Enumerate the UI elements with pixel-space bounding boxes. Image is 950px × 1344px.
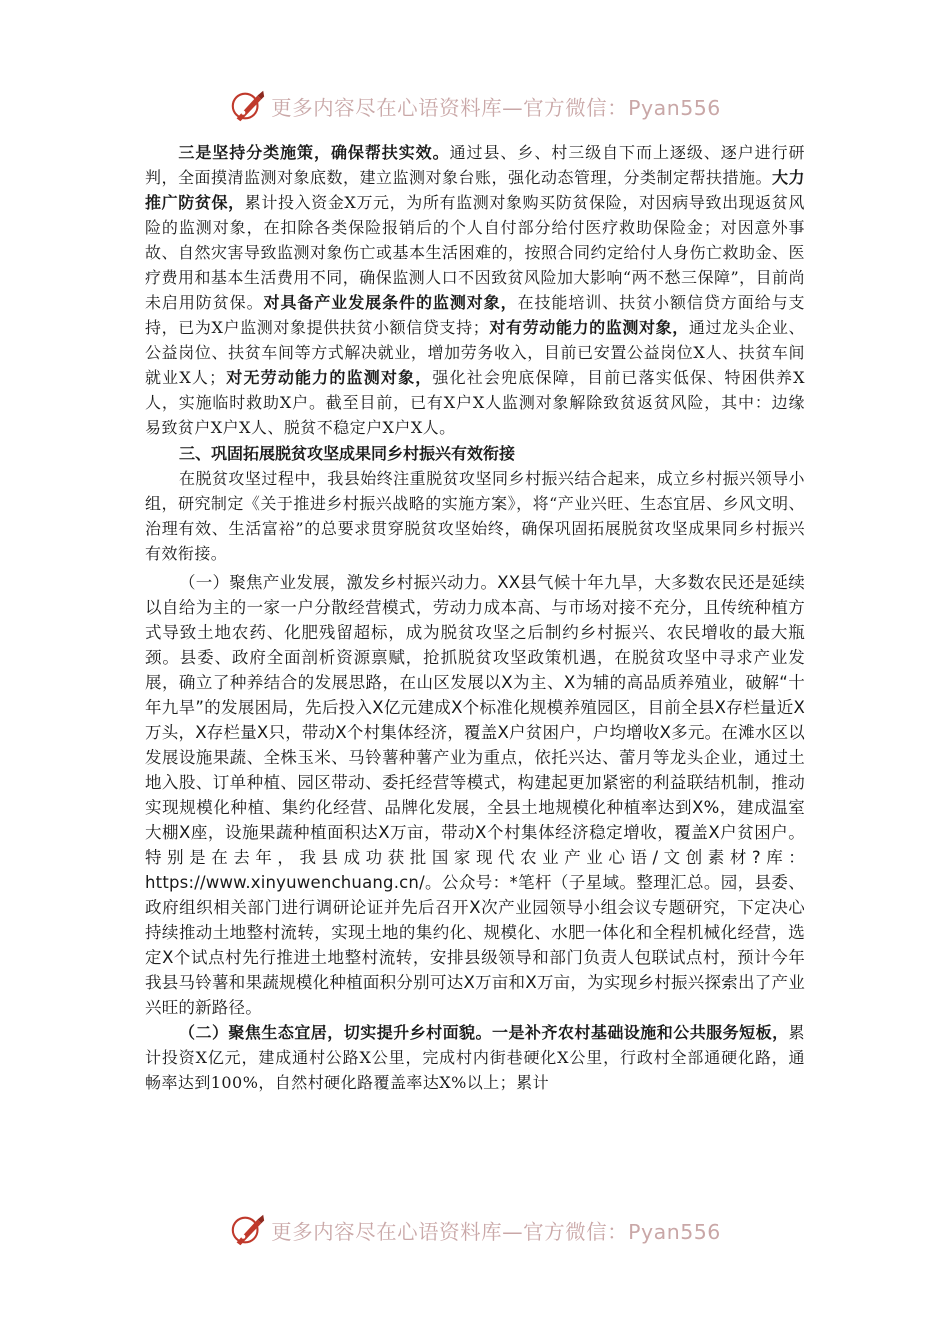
pen-nib-icon	[229, 1211, 267, 1249]
paragraph-classified-measures: 三是坚持分类施策，确保帮扶实效。通过县、乡、村三级自下而上逐级、逐户进行研判，全面摸清监测对象底数，建立监测对象台账，强化动态管理，分类制定帮扶措施。大力推广防贫保，累计投入资金X万元，为所有监测对象购买防贫保险，对因病导致出现返贫风险的监测对象，在扣除各类保险报销后的个人自付部分给付医疗救助保险金；对因意外事故、自然灾害导致监测对象伤亡或基本生活困难的，按照合同约定给付人身伤亡救助金、医疗费用和基本生活费用不同，确保监测人口不因致贫风险加大影响“两不愁三保障”，目前尚未启用防贫保。对具备产业发展条件的监测对象，在技能培训、扶贫小额信贷方面给与支持，已为X户监测对象提供扶贫小额信贷支持；对有劳动能力的监测对象，通过龙头企业、公益岗位、扶贫车间等方式解决就业，增加劳务收入，目前已安置公益岗位X人、扶贫车间就业X人；对无劳动能力的监测对象，强化社会兜底保障，目前已落实低保、特困供养X人，实施临时救助X户。截至目前，已有X户X人监测对象解除致贫返贫风险，其中：边缘易致贫户X户X人、脱贫不稳定户X户X人。	[145, 143, 806, 437]
document-body	[145, 140, 805, 1095]
footer-watermark-text: 更多内容尽在心语资料库—官方微信：Pyan556	[271, 1220, 721, 1244]
bold-lead: 三是坚持分类施策，确保帮扶实效。	[177, 143, 450, 162]
industry-development-paragraph: （一）聚焦产业发展，激发乡村振兴动力。XX县气候十年九旱，大多数农民还是延续以自给为主的一家一户分散经营模式，劳动力成本高、与市场对接不充分，且传统种植方式导致土地农药、化肥残留超标，成为脱贫攻坚之后制约乡村振兴、农民增收的最大瓶颈。县委、政府全面剖析资源禀赋，抢抓脱贫攻坚政策机遇，在脱贫攻坚中寻求产业发展，确立了种养结合的发展思路，在山区发展以X为主、X为辅的高品质养殖业，破解“十年九旱”的发展困局，先后投入X亿元建成X个标准化规模养殖园区，目前全县X存栏量近X万头，X存栏量X只，带动X个村集体经济，覆盖X户贫困户，户均增收X多元。在滩水区以发展设施果蔬、全株玉米、马铃薯种薯产业为重点，依托兴达、蕾月等龙头企业，通过土地入股、订单种植、园区带动、委托经营等模式，构建起更加紧密的利益联结机制，推动实现规模化种植、集约化经营、品牌化发展，全县土地规模化种植率达到X%，建成温室大棚X座，设施果蔬种植面积达X万亩，带动X个村集体经济稳定增收，覆盖X户贫困户。特别是在去年，我县成功获批国家现代农业产业心语/文创素材?库：https://www.xinyuwenchuang.cn/。公众号：*笔杆（子星域。整理汇总。园，县委、政府组织相关部门进行调研论证并先后召开X次产业园领导小组会议专题研究，下定决心持续推动土地整村流转，实现土地的集约化、规模化、水肥一体化和全程机械化经营，选定X个试点村先行推进土地整村流转，安排县级领导和部门负责人包联试点村，预计今年我县马铃薯和果蔬规模化种植面积分别可达X万亩和X万亩，为实现乡村振兴探索出了产业兴旺的新路径。	[145, 573, 805, 1017]
header-watermark-text: 更多内容尽在心语资料库—官方微信：Pyan556	[271, 96, 721, 120]
header-watermark	[0, 84, 950, 128]
pen-nib-icon	[229, 87, 267, 125]
section-intro-paragraph: 在脱贫攻坚过程中，我县始终注重脱贫攻坚同乡村振兴结合起来，成立乡村振兴领导小组，研究制定《关于推进乡村振兴战略的实施方案》，将“产业兴旺、生态宜居、乡风文明、治理有效、生活富裕”的总要求贯穿脱贫攻坚始终，确保巩固拓展脱贫攻坚成果同乡村振兴有效衔接。	[145, 469, 805, 563]
section-heading: 三、巩固拓展脱贫攻坚成果同乡村振兴有效衔接	[179, 444, 516, 463]
footer-watermark	[0, 1208, 950, 1252]
ecological-livability-paragraph: （二）聚焦生态宜居，切实提升乡村面貌。一是补齐农村基础设施和公共服务短板，累计投资X亿元，建成通村公路X公里，完成村内街巷硬化X公里，行政村全部通硬化路，通畅率达到100%，自然村硬化路覆盖率达X%以上；累计	[145, 1023, 805, 1092]
